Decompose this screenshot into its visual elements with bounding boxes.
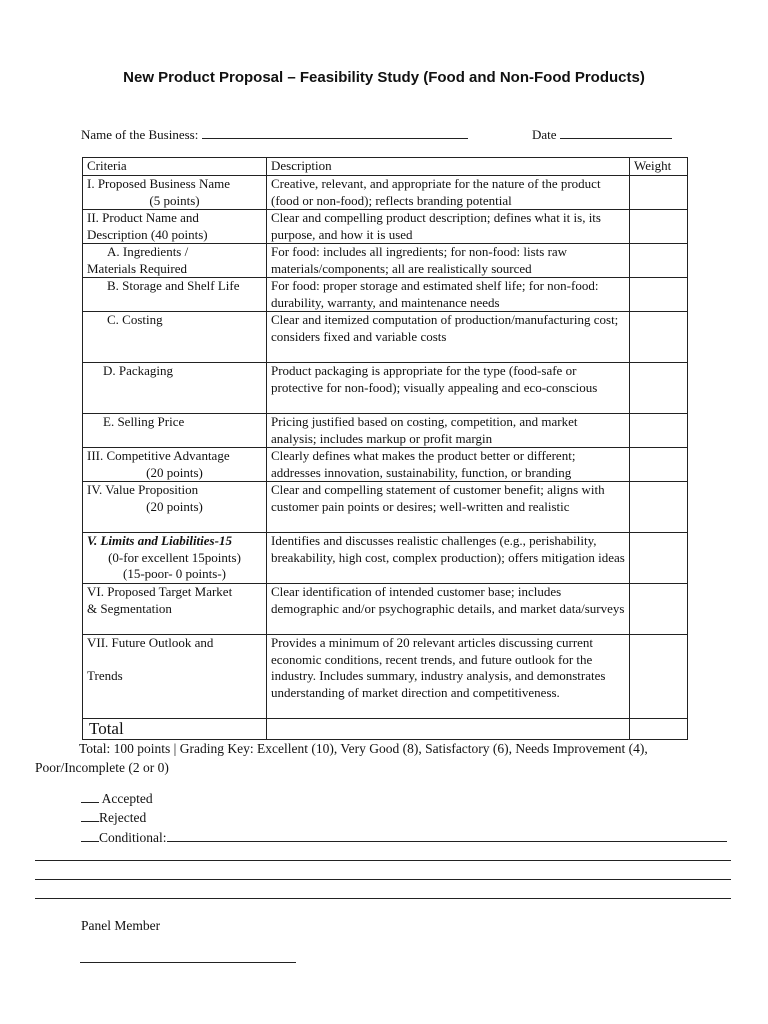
panel-member-label: Panel Member	[81, 918, 161, 933]
date-blank[interactable]	[560, 126, 672, 139]
criteria-points: (20 points)	[146, 498, 203, 514]
criteria-title: VII. Future Outlook and	[87, 635, 214, 650]
criteria-table	[82, 157, 688, 740]
table-row	[83, 210, 688, 244]
accepted-option	[81, 790, 153, 807]
criteria-subtitle: & Segmentation	[87, 600, 172, 616]
table-row	[83, 414, 688, 448]
criteria-cell	[83, 176, 267, 210]
weight-cell[interactable]	[630, 244, 688, 278]
criteria-cell	[83, 635, 267, 719]
criteria-title: VI. Proposed Target Market	[87, 584, 233, 599]
criteria-cell	[83, 278, 267, 312]
notes-line-1[interactable]	[35, 860, 731, 861]
table-row	[83, 635, 688, 719]
criteria-title: A. Ingredients /	[107, 244, 189, 259]
business-name-label: Name of the Business:	[81, 127, 199, 142]
table-row	[83, 176, 688, 210]
criteria-cell	[83, 414, 267, 448]
description-cell: For food: proper storage and estimated shelf life; for non-food: durability, warranty, and maintenance needs	[267, 278, 630, 312]
description-cell: Clear identification of intended customer base; includes demographic and/or psychographic details, and market data/surveys	[267, 584, 630, 635]
criteria-points: (20 points)	[146, 464, 203, 480]
business-name-blank[interactable]	[202, 126, 468, 139]
criteria-cell	[83, 584, 267, 635]
description-cell: Clear and compelling product description; defines what it is, its purpose, and how it is used	[267, 210, 630, 244]
table-row	[83, 278, 688, 312]
description-cell: For food: includes all ingredients; for non-food: lists raw materials/components; all are realistically sourced	[267, 244, 630, 278]
weight-cell[interactable]	[630, 312, 688, 363]
criteria-cell	[83, 312, 267, 363]
weight-cell[interactable]	[630, 448, 688, 482]
rejected-label: Rejected	[99, 810, 147, 825]
total-description-cell	[267, 719, 630, 740]
criteria-title: D. Packaging	[103, 363, 174, 378]
header-criteria: Criteria	[83, 158, 267, 176]
criteria-title: IV. Value Proposition	[87, 482, 199, 497]
document-title: New Product Proposal – Feasibility Study (Food and Non-Food Products)	[123, 69, 645, 86]
table-row	[83, 482, 688, 533]
weight-cell[interactable]	[630, 176, 688, 210]
grading-key-text: Total: 100 points | Grading Key: Excellent (10), Very Good (8), Satisfactory (6), Needs Improvement (4), Poor/Incomplete (2 or 0)	[35, 741, 648, 775]
criteria-subtitle: Trends	[87, 668, 123, 683]
description-cell: Clearly defines what makes the product better or different; addresses innovation, sustainability, function, or branding	[267, 448, 630, 482]
description-cell: Clear and itemized computation of production/manufacturing cost; considers fixed and variable costs	[267, 312, 630, 363]
business-name-field	[81, 126, 468, 143]
criteria-title: V. Limits and Liabilities-15	[87, 533, 232, 548]
weight-cell[interactable]	[630, 482, 688, 533]
table-row	[83, 448, 688, 482]
criteria-cell	[83, 210, 267, 244]
criteria-title: III. Competitive Advantage	[87, 448, 230, 463]
table-row	[83, 533, 688, 584]
description-cell: Identifies and discusses realistic challenges (e.g., perishability, breakability, high cost, complex production); offers mitigation ideas	[267, 533, 630, 584]
description-cell: Product packaging is appropriate for the type (food-safe or protective for non-food); visually appealing and eco-conscious	[267, 363, 630, 414]
table-row	[83, 363, 688, 414]
notes-line-3[interactable]	[35, 898, 731, 899]
date-label: Date	[532, 127, 557, 142]
total-weight-cell[interactable]	[630, 719, 688, 740]
criteria-title: C. Costing	[107, 312, 163, 327]
weight-cell[interactable]	[630, 414, 688, 448]
table-row	[83, 244, 688, 278]
criteria-title: II. Product Name and	[87, 210, 199, 225]
criteria-title: E. Selling Price	[103, 414, 185, 429]
criteria-title: I. Proposed Business Name	[87, 176, 230, 191]
table-row	[83, 584, 688, 635]
panel-member-signature-line[interactable]	[80, 962, 296, 963]
header-description: Description	[267, 158, 630, 176]
total-label: Total	[83, 719, 267, 740]
date-field	[532, 126, 672, 143]
criteria-points: Description (40 points)	[87, 226, 208, 242]
conditional-blank[interactable]	[81, 829, 99, 842]
criteria-cell	[83, 363, 267, 414]
description-cell: Pricing justified based on costing, competition, and market analysis; includes markup or profit margin	[267, 414, 630, 448]
accepted-blank[interactable]	[81, 790, 99, 803]
description-cell: Provides a minimum of 20 relevant articles discussing current economic conditions, recent trends, and future outlook for the industry. Includes summary, industry analysis, and demonstrates understanding of market direction and competitiveness.	[267, 635, 630, 719]
weight-cell[interactable]	[630, 533, 688, 584]
conditional-notes-line[interactable]	[167, 829, 727, 842]
criteria-cell	[83, 448, 267, 482]
weight-cell[interactable]	[630, 584, 688, 635]
description-cell: Clear and compelling statement of customer benefit; aligns with customer pain points or desires; well-written and realistic	[267, 482, 630, 533]
criteria-title: B. Storage and Shelf Life	[107, 278, 240, 293]
weight-cell[interactable]	[630, 363, 688, 414]
criteria-cell	[83, 244, 267, 278]
table-row	[83, 312, 688, 363]
table-header-row	[83, 158, 688, 176]
criteria-points-note: (15-poor- 0 points-)	[123, 566, 226, 581]
criteria-points: (5 points)	[149, 192, 200, 208]
rejected-option	[81, 809, 146, 826]
grading-key	[35, 739, 735, 777]
criteria-cell	[83, 482, 267, 533]
weight-cell[interactable]	[630, 210, 688, 244]
criteria-cell	[83, 533, 267, 584]
header-weight: Weight	[630, 158, 688, 176]
weight-cell[interactable]	[630, 635, 688, 719]
criteria-points: (0-for excellent 15points)	[108, 549, 241, 565]
description-cell: Creative, relevant, and appropriate for the nature of the product (food or non-food); reflects branding potential	[267, 176, 630, 210]
notes-line-2[interactable]	[35, 879, 731, 880]
weight-cell[interactable]	[630, 278, 688, 312]
total-row	[83, 719, 688, 740]
conditional-label: Conditional:	[99, 830, 167, 845]
accepted-label: Accepted	[101, 791, 153, 806]
rejected-blank[interactable]	[81, 809, 99, 822]
conditional-option	[81, 829, 727, 846]
criteria-subtitle: Materials Required	[87, 260, 187, 276]
